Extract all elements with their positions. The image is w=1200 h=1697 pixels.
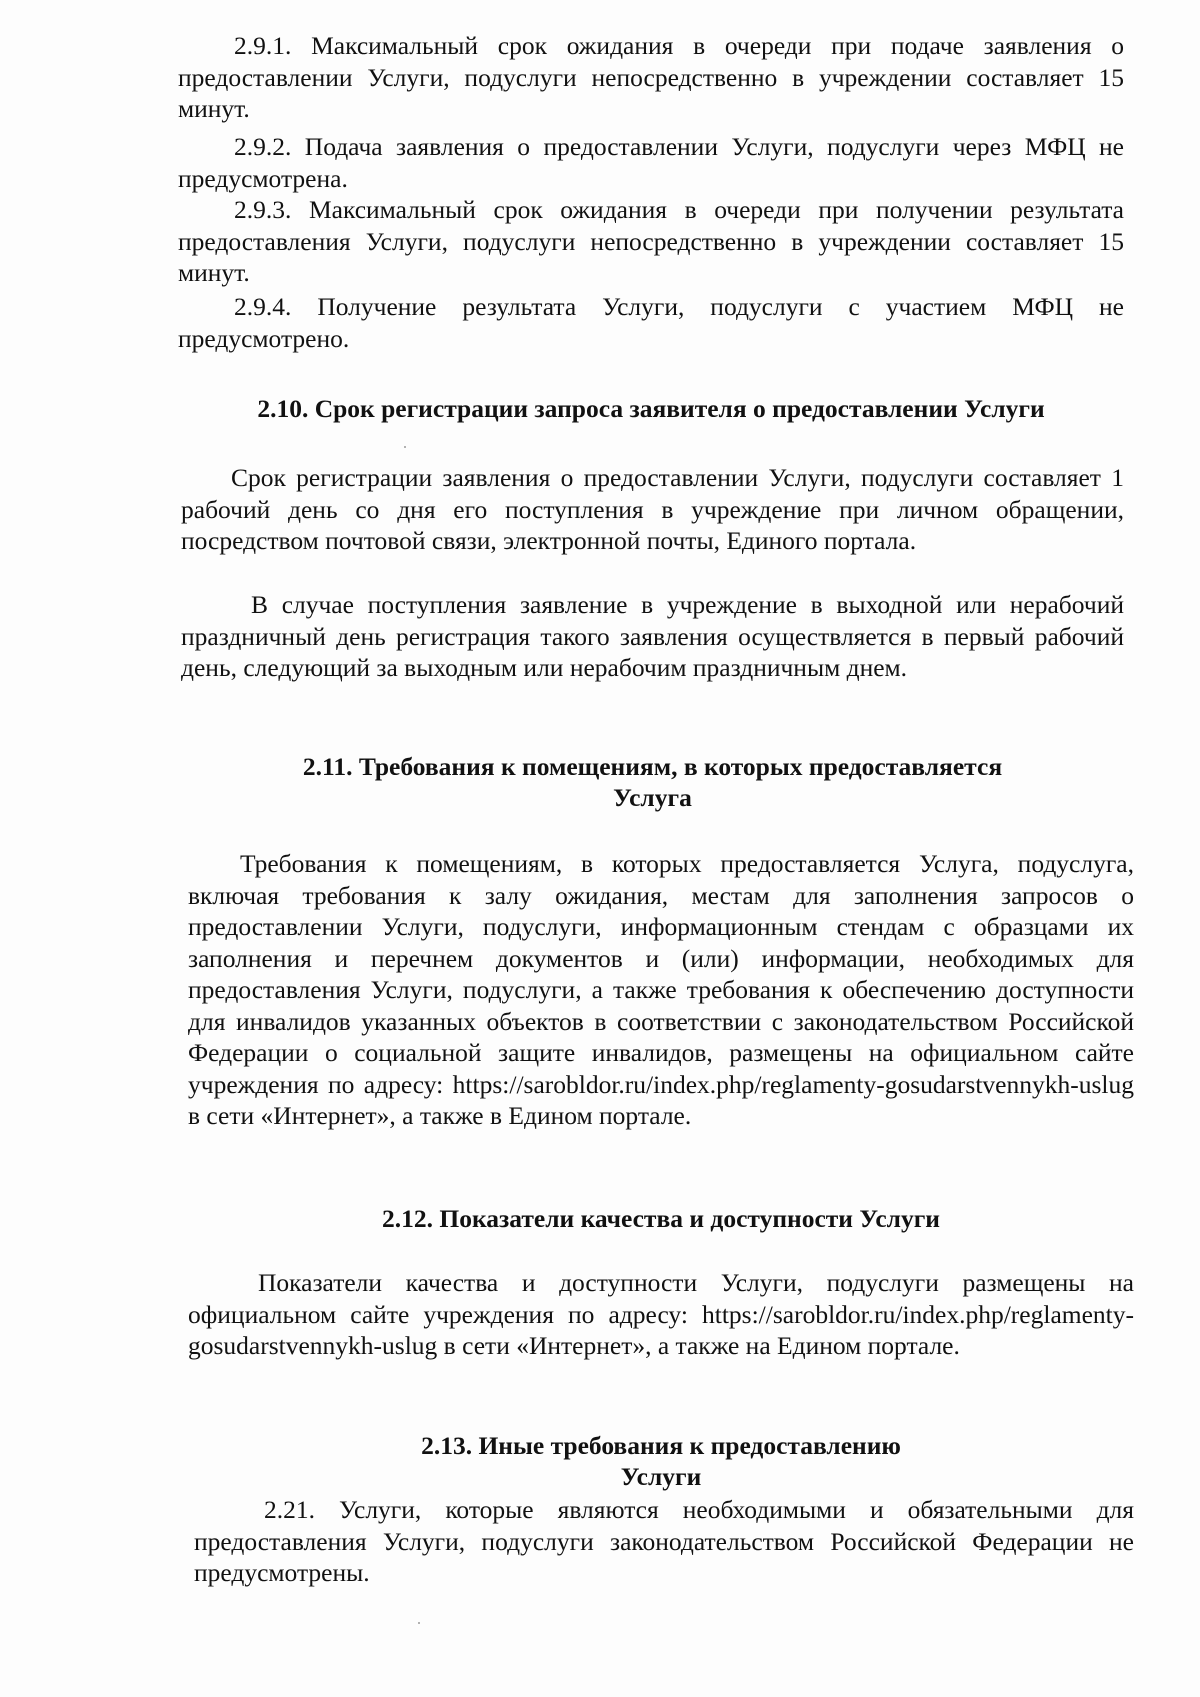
paragraph-2-12: Показатели качества и доступности Услуги, подуслуги размещены на официальном сайте учреждения по адресу: https://sarobldor.ru/index.php/reglamenty-gosudarstvennykh-uslug в сети «Интернет», а также на Едином портале. [188,1268,1134,1360]
section-heading-2-11-line2: Услуга [613,783,692,812]
paragraph-2-9-1: 2.9.1. Максимальный срок ожидания в очереди при подаче заявления о предоставлении Услуги, подуслуги непосредственно в учреждении составляет 15 минут. [178,31,1124,123]
section-heading-2-11-line1: 2.11. Требования к помещениям, в которых предоставляется [302,752,1003,781]
section-heading-2-13-line1: 2.13. Иные требования к предоставлению [421,1431,901,1460]
paragraph-2-10-b: В случае поступления заявление в учреждение в выходной или нерабочий праздничный день регистрация такого заявления осуществляется в первый рабочий день, следующий за выходным или нерабочим праздничным днем. [181,590,1124,682]
scan-speck [404,446,406,448]
paragraph-2-10-a: Срок регистрации заявления о предоставлении Услуги, подуслуги составляет 1 рабочий день со дня его поступления в учреждение при личном обращении, посредством почтовой связи, электронной почты, Единого портала. [181,463,1124,555]
paragraph-2-9-3: 2.9.3. Максимальный срок ожидания в очереди при получении результата предоставления Услуги, подуслуги непосредственно в учреждении составляет 15 минут. [178,195,1124,287]
section-heading-2-13-line2: Услуги [620,1462,702,1491]
section-heading-2-13 [188,1430,1134,1492]
scan-speck [418,1622,420,1624]
paragraph-2-21: 2.21. Услуги, которые являются необходимыми и обязательными для предоставления Услуги, подуслуги законодательством Российской Федерации не предусмотрены. [194,1495,1134,1587]
paragraph-2-9-4: 2.9.4. Получение результата Услуги, подуслуги с участием МФЦ не предусмотрено. [178,292,1124,353]
section-heading-2-11 [181,751,1124,813]
section-heading-2-12: 2.12. Показатели качества и доступности Услуги [382,1204,940,1233]
section-heading-2-10: 2.10. Срок регистрации запроса заявителя о предоставлении Услуги [257,394,1045,423]
paragraph-2-11: Требования к помещениям, в которых предоставляется Услуга, подуслуга, включая требования к залу ожидания, местам для заполнения запросов о предоставлении Услуги, подуслуги, информационным стендам с образцами их заполнения и перечнем документов и (или) информации, необходимых для предоставления Услуги, подуслуги, а также требования к обеспечению доступности для инвалидов указанных объектов в соответствии с законодательством Российской Федерации о социальной защите инвалидов, размещены на официальном сайте учреждения по адресу: https://sarobldor.ru/index.php/reglamenty-gosudarstvennykh-uslug в сети «Интернет», а также в Едином портале. [188,849,1134,1130]
paragraph-2-9-2: 2.9.2. Подача заявления о предоставлении Услуги, подуслуги через МФЦ не предусмотрена. [178,132,1124,193]
